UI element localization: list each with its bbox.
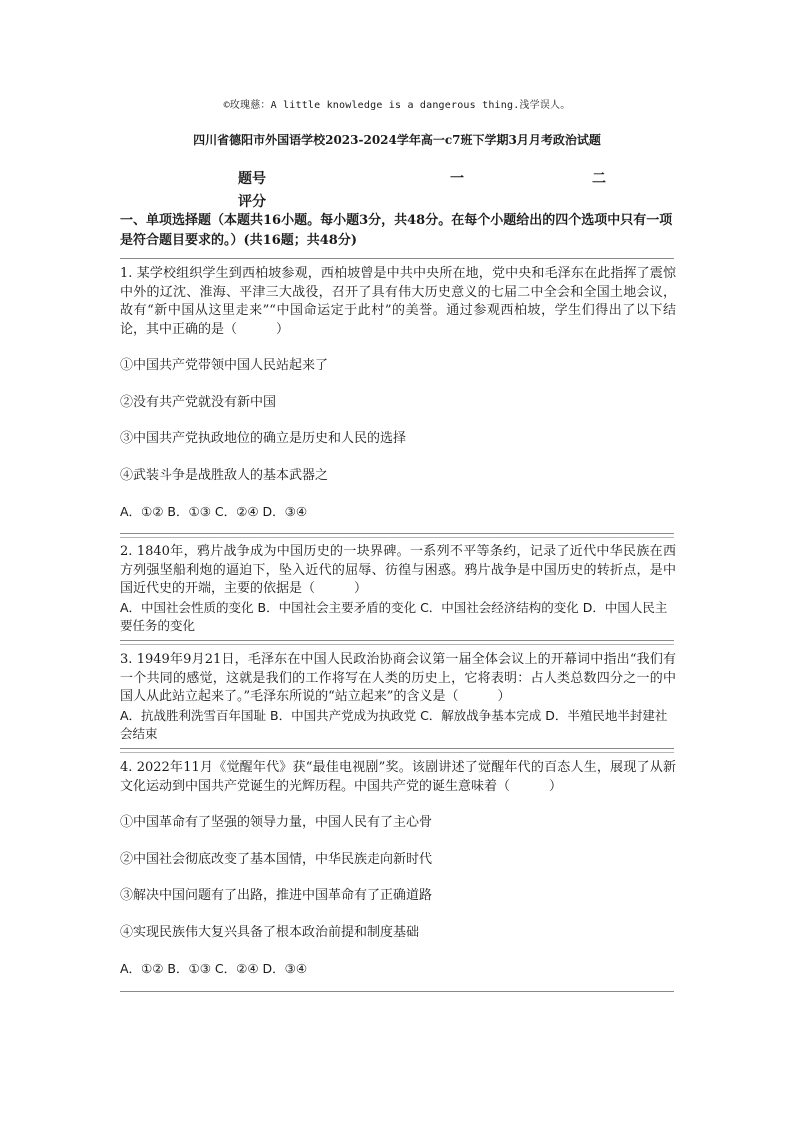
divider <box>120 258 674 259</box>
divider <box>120 991 674 992</box>
statement-item: ③解决中国问题有了出路，推进中国革命有了正确道路 <box>120 888 433 903</box>
answer-choices: A．抗战胜利洗雪百年国耻 B．中国共产党成为执政党 C．解放战争基本完成 D．半殖民地半封建社会结束 <box>120 707 668 741</box>
statement-item: ④武装斗争是战胜敌人的基本武器之 <box>120 467 329 483</box>
answer-choices: A．①② B．①③ C．②④ D．③④ <box>120 961 308 976</box>
score-table-label-number: 题号 <box>238 171 266 187</box>
section-heading: 一、单项选择题（本题共16小题。每小题3分，共48分。在每个小题给出的四个选项中只有一项是符合题目要求的。）(共16题；共48分) <box>120 213 673 248</box>
divider <box>120 644 674 645</box>
page-title: 四川省德阳市外国语学校2023-2024学年高一c7班下学期3月月考政治试题 <box>193 133 601 147</box>
statement-item: ①中国革命有了坚强的领导力量，中国人民有了主心骨 <box>120 815 433 830</box>
divider <box>120 640 674 641</box>
header-motto: ©玫瑰慈：A little knowledge is a dangerous thing.浅学误人。 <box>223 100 571 111</box>
question-stem: 1. 某学校组织学生到西柏坡参观，西柏坡曾是中共中央所在地，党中央和毛泽东在此指挥了震惊中外的辽沈、淮海、平津三大战役，召开了具有伟大历史意义的七届二中全会和全国土地会议，故有“新中国从这里走来”“中国命运定于此村”的美誉。通过参观西柏坡，学生们得出了以下结论，其中正确的是（ ） <box>120 266 676 337</box>
divider <box>120 752 674 753</box>
score-table-col-2: 二 <box>592 171 606 187</box>
statement-item: ②没有共产党就没有新中国 <box>120 394 277 410</box>
score-table-col-1: 一 <box>450 171 464 187</box>
question-stem: 3. 1949年9月21日，毛泽东在中国人民政治协商会议第一届全体会议上的开幕词中指出“我们有一个共同的感觉，这就是我们的工作将写在人类的历史上，它将表明：占人类总数四分之一的中国人从此站立起来了。”毛泽东所说的“站立起来”的含义是（ ） <box>120 652 676 704</box>
statement-item: ②中国社会彻底改变了基本国情，中华民族走向新时代 <box>120 851 433 867</box>
question-3 <box>120 651 676 744</box>
question-stem: 4. 2022年11月《觉醒年代》获“最佳电视剧”奖。该剧讲述了觉醒年代的百态人生，展现了从新文化运动到中国共产党诞生的光辉历程。中国共产党的诞生意味着（ ） <box>120 760 676 794</box>
statement-item: ③中国共产党执政地位的确立是历史和人民的选择 <box>120 431 407 446</box>
statement-item: ④实现民族伟大复兴具备了根本政治前提和制度基础 <box>120 924 420 940</box>
score-table-label-score: 评分 <box>238 194 266 210</box>
divider <box>120 748 674 749</box>
statement-item: ①中国共产党带领中国人民站起来了 <box>120 358 329 373</box>
answer-choices: A．①② B．①③ C．②④ D．③④ <box>120 504 308 519</box>
divider <box>120 537 674 538</box>
score-table-header-row <box>238 168 638 191</box>
question-1 <box>120 265 676 522</box>
score-table <box>238 168 638 214</box>
question-4 <box>120 759 676 979</box>
divider <box>120 533 674 534</box>
answer-choices: A．中国社会性质的变化 B．中国社会主要矛盾的变化 C．中国社会经济结构的变化 D．中国人民主要任务的变化 <box>120 599 668 633</box>
question-stem: 2. 1840年，鸦片战争成为中国历史的一块界碑。一系列不平等条约，记录了近代中华民族在西方列强坚船利炮的逼迫下，坠入近代的屈辱、彷徨与困惑。鸦片战争是中国历史的转折点，是中国近代史的开端，主要的依据是（ ） <box>120 544 676 596</box>
question-2 <box>120 543 676 636</box>
